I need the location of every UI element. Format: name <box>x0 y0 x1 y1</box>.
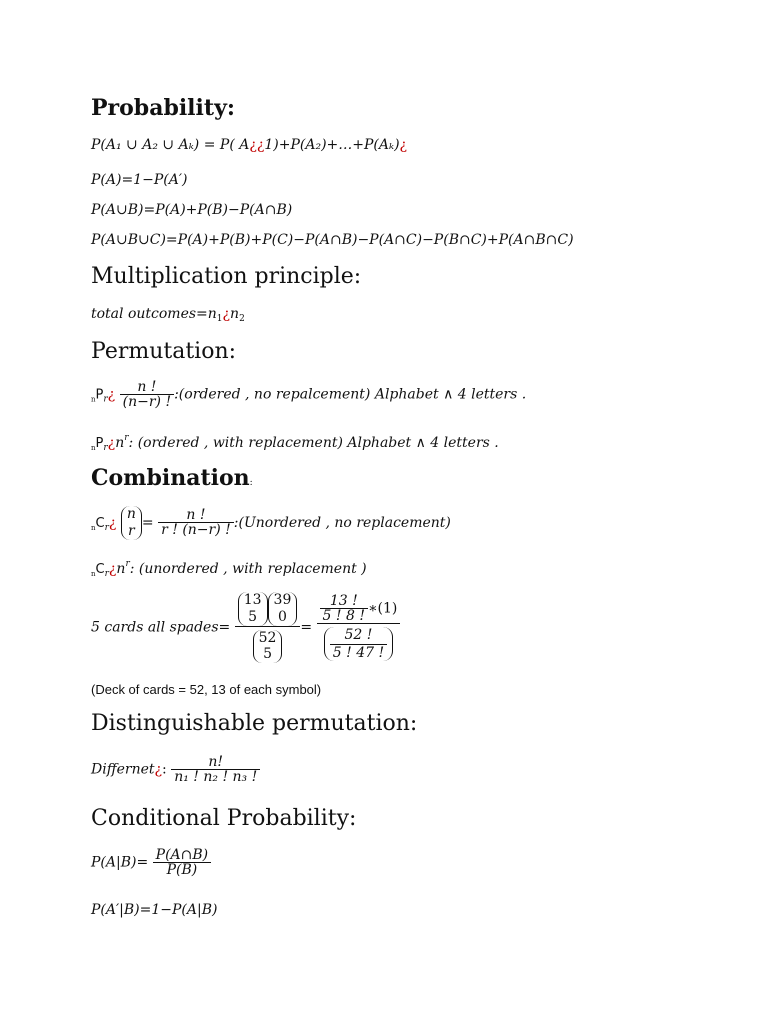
multiplication-rhs: n <box>230 306 240 322</box>
prefix-n: n <box>91 523 96 532</box>
power-base: n <box>115 435 125 451</box>
subscript: r <box>104 522 109 533</box>
fraction-numerator: n! <box>208 754 224 770</box>
fraction-denominator <box>235 626 301 664</box>
combination-symbol: C <box>95 562 105 577</box>
heading-combination <box>91 465 253 491</box>
colon: : <box>162 761 167 778</box>
binomial-bottom: r <box>128 522 135 539</box>
power-base: n <box>116 561 126 577</box>
permutation-symbol: P <box>95 387 104 403</box>
binomial-top: 52 <box>258 629 277 646</box>
rendering-glitch: ¿ <box>107 386 116 403</box>
heading-probability: Probability: <box>91 95 235 121</box>
formula-combination-replacement <box>91 560 367 579</box>
spades-lhs: 5 cards all spades= <box>91 619 231 636</box>
subscript: 2 <box>239 314 245 324</box>
fraction-numerator: 52 ! <box>344 626 373 643</box>
fraction <box>320 594 368 623</box>
fraction-numerator <box>317 594 401 623</box>
permutation-description: :(ordered , no repalcement) Alphabet ∧ 4 letters . <box>174 386 527 403</box>
fraction-denominator: n₁ ! n₂ ! n₃ ! <box>171 769 260 784</box>
exponent: r <box>125 559 130 569</box>
fraction-denominator: P(B) <box>153 862 211 877</box>
fraction-numerator: n ! <box>186 507 206 524</box>
binomial-top: n <box>126 506 136 522</box>
rendering-glitch: ¿ <box>107 435 116 451</box>
combination-symbol: C <box>95 515 105 531</box>
formula-union-series-lhs: P(A₁ ∪ A₂ ∪ Aₖ) = P( A <box>91 137 250 153</box>
subscript: r <box>104 569 109 579</box>
fraction <box>153 848 211 877</box>
conditional-lhs: P(A|B)= <box>91 854 149 871</box>
formula-distinguishable <box>91 755 260 784</box>
distinguishable-lhs: Differnet <box>91 761 155 778</box>
subscript: r <box>103 394 108 405</box>
fraction-numerator <box>235 592 301 626</box>
formula-spades <box>91 592 400 663</box>
fraction-denominator: 5 ! 47 ! <box>330 644 387 662</box>
binomial-top: 13 <box>243 592 262 608</box>
subscript: 1 <box>216 314 223 324</box>
rendering-glitch: ¿ <box>108 561 117 577</box>
fraction-binomials <box>235 592 301 663</box>
equals-sign: = <box>300 619 313 636</box>
fraction-factorials <box>317 594 401 662</box>
heading-combination-text: Combination <box>91 465 250 491</box>
permutation-symbol: P <box>95 436 104 451</box>
binomial <box>268 592 298 626</box>
fraction-numerator: n ! <box>137 379 157 395</box>
fraction-denominator: r ! (n−r) ! <box>158 522 234 537</box>
binomial-top: 39 <box>273 592 292 608</box>
prefix-n: n <box>91 570 96 578</box>
exponent: r <box>124 433 129 443</box>
fraction <box>120 380 174 409</box>
parenthesized-fraction <box>324 627 393 662</box>
fraction <box>330 627 387 662</box>
heading-multiplication: Multiplication principle: <box>91 264 362 289</box>
prefix-n: n <box>91 444 96 452</box>
heading-distinguishable: Distinguishable permutation: <box>91 711 418 736</box>
formula-permutation-replacement <box>91 434 499 453</box>
heading-permutation: Permutation: <box>91 339 237 364</box>
formula-conditional <box>91 848 211 877</box>
combination-description: : (unordered , with replacement ) <box>129 561 367 577</box>
fraction-numerator: P(A∩B) <box>155 847 209 863</box>
deck-note: (Deck of cards = 52, 13 of each symbol) <box>91 682 322 697</box>
rendering-glitch: ¿ <box>154 761 163 778</box>
formula-three-union: P(A∪B∪C)=P(A)+P(B)+P(C)−P(A∩B)−P(A∩C)−P(B∩C)+P(A∩B∩C) <box>91 232 574 248</box>
subscript: r <box>103 443 108 453</box>
permutation-description: : (ordered , with replacement) Alphabet ∧ 4 letters . <box>128 435 499 451</box>
multiplication-lhs: total outcomes=n <box>91 306 217 322</box>
binomial <box>253 630 283 664</box>
fraction-denominator: 5 ! 8 ! <box>320 608 368 623</box>
fraction-numerator: 13 ! <box>329 592 358 609</box>
fraction <box>171 755 260 784</box>
formula-permutation-no-replacement <box>91 380 526 409</box>
binomial <box>238 592 268 626</box>
fraction-denominator <box>317 623 401 662</box>
fraction-denominator: (n−r) ! <box>120 394 174 409</box>
fraction <box>158 508 234 537</box>
prefix-n: n <box>91 395 96 404</box>
binomial <box>121 506 142 540</box>
rendering-glitch: ¿ <box>222 306 231 322</box>
heading-conditional: Conditional Probability: <box>91 806 357 831</box>
heading-combination-colon: : <box>249 478 253 488</box>
rendering-glitch: ¿ <box>399 137 408 153</box>
equals-sign: = <box>141 514 154 531</box>
formula-two-union: P(A∪B)=P(A)+P(B)−P(A∩B) <box>91 202 293 218</box>
formula-conditional-complement: P(A′|B)=1−P(A|B) <box>91 902 218 918</box>
binomial-bottom: 5 <box>248 608 258 625</box>
formula-union-series <box>91 138 407 152</box>
times-one: ∗(1) <box>367 600 398 617</box>
formula-union-series-mid: 1)+P(A₂)+…+P(Aₖ) <box>264 137 400 153</box>
binomial-bottom: 0 <box>277 608 287 625</box>
combination-description: :(Unordered , no replacement) <box>233 514 451 531</box>
formula-complement: P(A)=1−P(A′) <box>91 172 188 188</box>
rendering-glitch: ¿¿ <box>249 137 265 153</box>
rendering-glitch: ¿ <box>108 514 117 531</box>
formula-combination-no-replacement <box>91 506 451 540</box>
formula-multiplication <box>91 307 245 324</box>
binomial-bottom: 5 <box>263 646 272 663</box>
